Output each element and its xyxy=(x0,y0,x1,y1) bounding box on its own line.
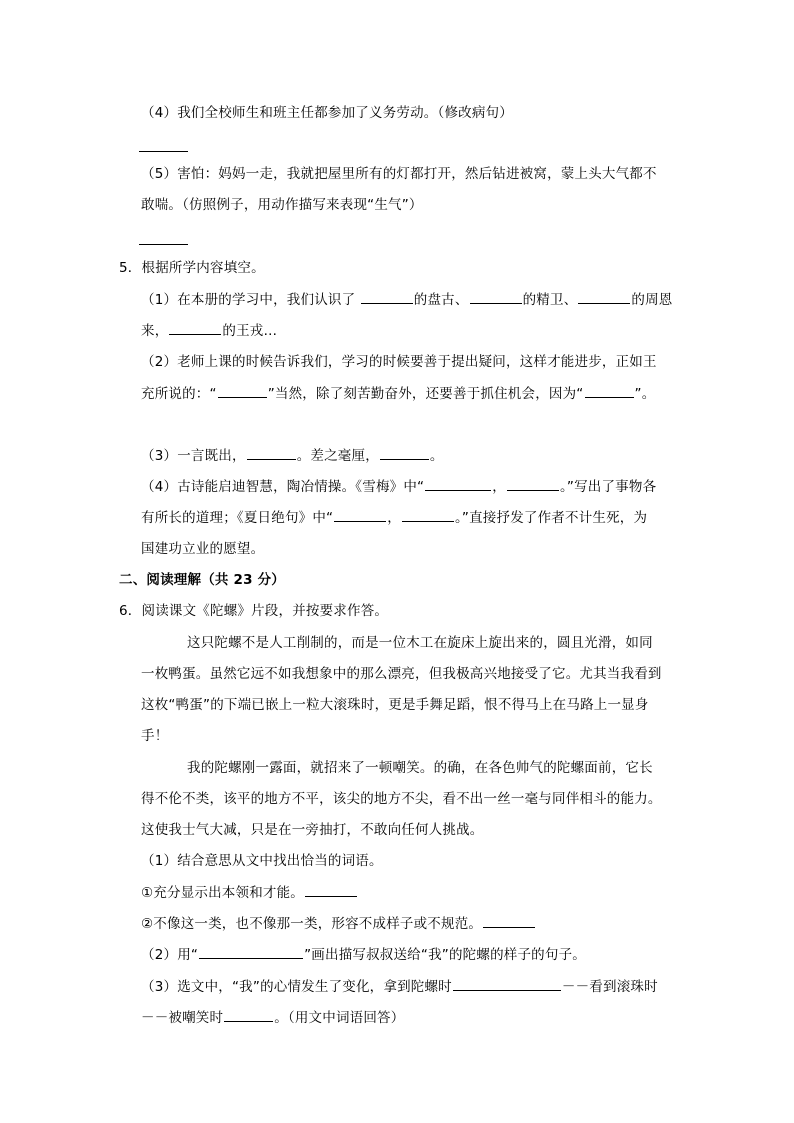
q6-sub1-a xyxy=(141,883,358,903)
q5-part1-line2 xyxy=(141,321,277,341)
section-title-text: 二、阅读理解（共 23 分） xyxy=(119,572,285,588)
answer-blank[interactable] xyxy=(402,508,454,522)
text: 。”写出了事物各 xyxy=(559,479,657,495)
question-text: （5）害怕：妈妈一走，我就把屋里所有的灯都打开，然后钻进被窝，蒙上头大气都不 xyxy=(141,166,657,182)
passage-text: 这使我士气大减，只是在一旁抽打，不敢向任何人挑战。 xyxy=(141,822,484,838)
passage-line xyxy=(141,695,649,715)
question-4-5-line1 xyxy=(141,164,657,184)
text: －－被嘲笑时 xyxy=(141,1010,224,1026)
text: （2）用“ xyxy=(141,947,199,963)
text: （3）一言既出， xyxy=(141,448,246,464)
text: （4）古诗能启迪智慧，陶冶情操。《雪梅》中“ xyxy=(141,479,425,495)
text: ， xyxy=(492,479,506,495)
answer-blank[interactable] xyxy=(247,446,296,460)
passage-line xyxy=(141,726,168,746)
text: ”当然，除了刻苦勤奋外，还要善于抓住机会，因为“ xyxy=(267,386,584,402)
q5-part1-line1 xyxy=(141,290,673,310)
text: 的精卫、 xyxy=(522,292,578,308)
answer-blank[interactable] xyxy=(334,508,386,522)
passage-line xyxy=(187,758,653,778)
passage-text: 一枚鸭蛋。虽然它远不如我想象中的那么漂亮，但我极高兴地接受了它。尤其当我看到 xyxy=(141,666,662,682)
answer-blank[interactable] xyxy=(425,477,491,491)
text: 国建功立业的愿望。 xyxy=(141,541,265,557)
passage-text: 这只陀螺不是人工削制的，而是一位木工在旋床上旋出来的，圆且光滑，如同 xyxy=(187,635,653,651)
q6-sub3-line2 xyxy=(141,1008,404,1028)
text: 的周恩 xyxy=(631,292,673,308)
passage-line xyxy=(141,820,484,840)
passage-text: 得不伦不类，该平的地方不平，该尖的地方不尖，看不出一丝一毫与同伴相斗的能力。 xyxy=(141,791,662,807)
answer-blank[interactable] xyxy=(305,883,357,897)
text: ”。 xyxy=(634,386,656,402)
question-title: 5．根据所学内容填空。 xyxy=(119,260,265,276)
text: 的盘古、 xyxy=(413,292,469,308)
text: （2）老师上课的时候告诉我们，学习的时候要善于提出疑问，这样才能进步，正如王 xyxy=(141,354,657,370)
question-6-title xyxy=(119,601,388,621)
text: ①充分显示出本领和才能。 xyxy=(141,885,305,901)
text: 有所长的道理；《夏日绝句》中“ xyxy=(141,510,334,526)
text: （1）在本册的学习中，我们认识了 xyxy=(141,292,360,308)
answer-blank[interactable] xyxy=(470,290,522,304)
answer-blank[interactable] xyxy=(218,384,267,398)
passage-text: 手！ xyxy=(141,728,169,744)
text: 的王戎… xyxy=(222,323,278,339)
text: 。”直接抒发了作者不计生死，为 xyxy=(454,510,648,526)
answer-blank[interactable] xyxy=(199,945,303,959)
question-4-5-line2 xyxy=(141,195,423,215)
text: 。差之毫厘， xyxy=(296,448,379,464)
text: 。 xyxy=(429,448,444,464)
answer-blank[interactable] xyxy=(139,151,188,152)
text: 来， xyxy=(141,323,169,339)
passage-line xyxy=(187,633,653,653)
q5-part4-line3 xyxy=(141,539,264,559)
q6-sub3-line1 xyxy=(141,977,658,997)
answer-blank[interactable] xyxy=(585,384,634,398)
question-5-title xyxy=(119,258,265,278)
answer-blank[interactable] xyxy=(139,244,188,245)
text: （1）结合意思从文中找出恰当的词语。 xyxy=(141,853,383,869)
question-text: 敢喘。（仿照例子，用动作描写来表现“生气”） xyxy=(141,197,423,213)
text: （3）选文中，“我”的心情发生了变化，拿到陀螺时 xyxy=(141,979,452,995)
q5-part4-line1 xyxy=(141,477,656,497)
question-text: （4）我们全校师生和班主任都参加了义务劳动。（修改病句） xyxy=(141,105,513,121)
text: ”画出描写叔叔送给“我”的陀螺的样子的句子。 xyxy=(304,947,586,963)
answer-blank[interactable] xyxy=(224,1008,273,1022)
section-title xyxy=(119,570,285,590)
answer-blank[interactable] xyxy=(380,446,429,460)
q5-part3 xyxy=(141,446,444,466)
text: －－看到滚珠时 xyxy=(561,979,658,995)
q5-part2-line1 xyxy=(141,352,657,372)
q6-sub1-b xyxy=(141,914,536,934)
text: ， xyxy=(387,510,401,526)
question-4-4 xyxy=(141,103,513,123)
q6-sub1-title xyxy=(141,851,383,871)
answer-blank[interactable] xyxy=(453,977,561,991)
answer-blank[interactable] xyxy=(169,321,221,335)
answer-blank[interactable] xyxy=(361,290,413,304)
q5-part2-line2 xyxy=(141,384,655,404)
passage-text: 这枚“鸭蛋”的下端已嵌上一粒大滚珠时，更是手舞足蹈，恨不得马上在马路上一显身 xyxy=(141,697,649,713)
passage-text: 我的陀螺刚一露面，就招来了一顿嘲笑。的确，在各色帅气的陀螺面前，它长 xyxy=(187,760,653,776)
q5-part4-line2 xyxy=(141,508,647,528)
q6-sub2 xyxy=(141,945,586,965)
text: 。（用文中词语回答） xyxy=(274,1010,405,1026)
passage-line xyxy=(141,789,662,809)
answer-blank[interactable] xyxy=(507,477,559,491)
answer-blank[interactable] xyxy=(483,914,535,928)
passage-line xyxy=(141,664,662,684)
answer-blank[interactable] xyxy=(578,290,630,304)
question-title: 6．阅读课文《陀螺》片段，并按要求作答。 xyxy=(119,603,389,619)
text: ②不像这一类，也不像那一类，形容不成样子或不规范。 xyxy=(141,916,483,932)
text: 充所说的：“ xyxy=(141,386,217,402)
